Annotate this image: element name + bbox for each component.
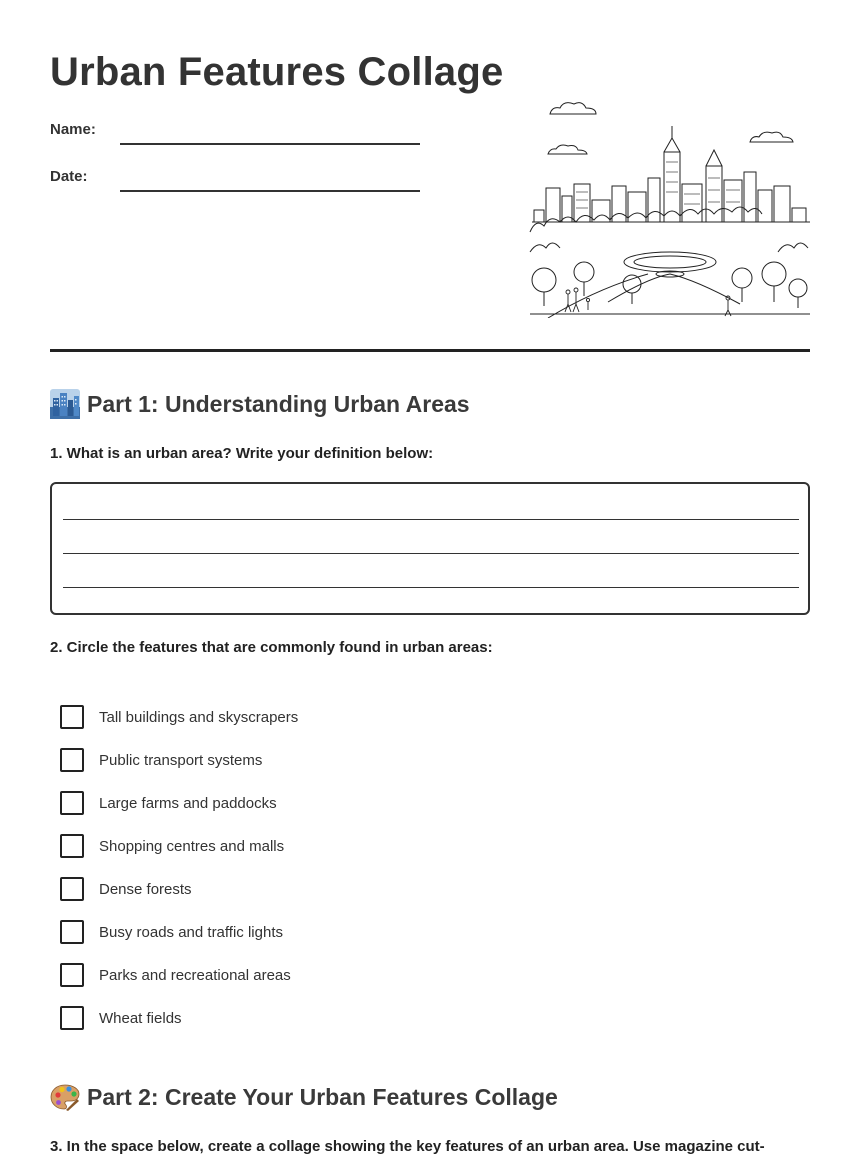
feature-label: Wheat fields (99, 1009, 182, 1027)
answer-line (63, 519, 799, 520)
feature-item[interactable] (60, 1006, 182, 1030)
feature-checkbox[interactable] (60, 920, 84, 944)
part2-heading-text: Part 2: Create Your Urban Features Collage (87, 1083, 558, 1110)
feature-item[interactable] (60, 748, 262, 772)
city-park-illustration (528, 92, 812, 318)
feature-item[interactable] (60, 877, 192, 901)
question-3: 3. In the space below, create a collage showing the key features of an urban area. Use magazine cut- (50, 1138, 765, 1155)
answer-line (63, 587, 799, 588)
feature-checkbox[interactable] (60, 834, 84, 858)
question-1: 1. What is an urban area? Write your definition below: (50, 445, 434, 462)
feature-checkbox[interactable] (60, 1006, 84, 1030)
feature-checkbox[interactable] (60, 705, 84, 729)
feature-label: Tall buildings and skyscrapers (99, 708, 299, 726)
feature-label: Shopping centres and malls (99, 837, 285, 855)
header-divider (50, 349, 810, 352)
artist-palette-icon (50, 1082, 80, 1112)
feature-item[interactable] (60, 705, 298, 729)
feature-label: Busy roads and traffic lights (99, 923, 283, 941)
feature-label: Public transport systems (99, 751, 263, 769)
feature-label: Dense forests (99, 880, 192, 898)
name-label: Name: (50, 121, 96, 138)
feature-item[interactable] (60, 920, 283, 944)
feature-checkbox[interactable] (60, 748, 84, 772)
name-field[interactable] (120, 143, 420, 145)
part1-heading (50, 388, 470, 420)
feature-checkbox[interactable] (60, 791, 84, 815)
part1-heading-text: Part 1: Understanding Urban Areas (87, 390, 470, 417)
definition-answer-box[interactable] (50, 482, 810, 615)
answer-line (63, 553, 799, 554)
date-field[interactable] (120, 190, 420, 192)
feature-checkbox[interactable] (60, 963, 84, 987)
feature-label: Large farms and paddocks (99, 794, 277, 812)
part2-heading (50, 1081, 558, 1113)
question-2: 2. Circle the features that are commonly found in urban areas: (50, 639, 493, 656)
cityscape-icon (50, 389, 80, 419)
feature-item[interactable] (60, 791, 277, 815)
feature-item[interactable] (60, 963, 291, 987)
worksheet-title: Urban Features Collage (50, 50, 504, 94)
feature-item[interactable] (60, 834, 284, 858)
feature-label: Parks and recreational areas (99, 966, 291, 984)
feature-checkbox[interactable] (60, 877, 84, 901)
date-label: Date: (50, 168, 88, 185)
